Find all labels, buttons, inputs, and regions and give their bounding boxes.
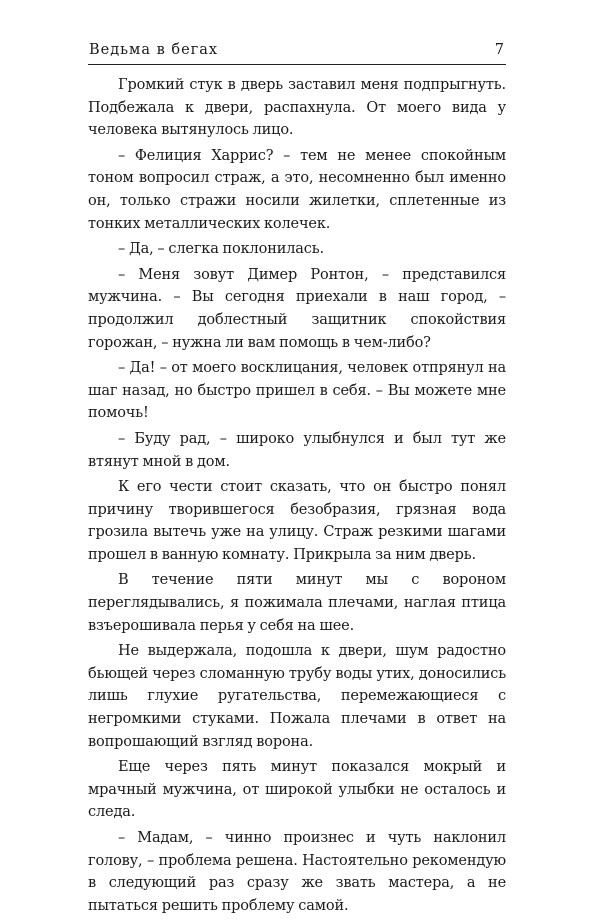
paragraph: В течение пяти минут мы с вороном переглядывались, я пожимала плечами, наглая птица взъерошивала перья у себя на шее. bbox=[88, 572, 506, 634]
paragraph: – Мадам, – чинно произнес и чуть наклонил голову, – проблема решена. Настоятельно рекомендую в следующий раз сразу же звать мастера, а не пытаться решить проблему самой. bbox=[88, 830, 506, 914]
paragraph: Не выдержала, подошла к двери, шум радостно бьющей через сломанную трубу воды утих, доносились лишь глухие ругательства, перемежающиеся с негромкими стуками. Пожала плечами в ответ на вопрошающий взгляд ворона. bbox=[88, 643, 506, 750]
paragraph: – Да! – от моего восклицания, человек отпрянул на шаг назад, но быстро пришел в себя. – Вы можете мне помочь! bbox=[88, 360, 506, 422]
text-block bbox=[88, 74, 506, 920]
paragraph: – Фелиция Харрис? – тем не менее спокойным тоном вопросил страж, а это, несомненно был именно он, только стражи носили жилетки, сплетенные из тонких металлических колечек. bbox=[88, 147, 506, 232]
paragraph: – Меня зовут Димер Ронтон, – представился мужчина. – Вы сегодня приехали в наш город, – продолжил доблестный защитник спокойствия горожан, – нужна ли вам помощь в чем-либо? bbox=[88, 266, 506, 351]
running-head-title: Ведьма в бегах bbox=[89, 42, 219, 58]
paragraph: – Да, – слегка поклонилась. bbox=[118, 241, 324, 258]
paragraph: К его чести стоит сказать, что он быстро понял причину творившегося безобразия, грязная вода грозила вытечь уже на улицу. Страж резкими шагами прошел в ванную комнату. Прикрыла за ним дверь. bbox=[88, 479, 506, 563]
paragraph: – Буду рад, – широко улыбнулся и был тут же втянут мной в дом. bbox=[88, 430, 506, 470]
page-number: 7 bbox=[494, 42, 504, 58]
paragraph: Еще через пять минут показался мокрый и мрачный мужчина, от широкой улыбки не осталось и следа. bbox=[88, 759, 506, 821]
running-head bbox=[88, 40, 506, 65]
paragraph: Громкий стук в дверь заставил меня подпрыгнуть. Подбежала к двери, распахнула. От моего вида у человека вытянулось лицо. bbox=[88, 77, 506, 139]
